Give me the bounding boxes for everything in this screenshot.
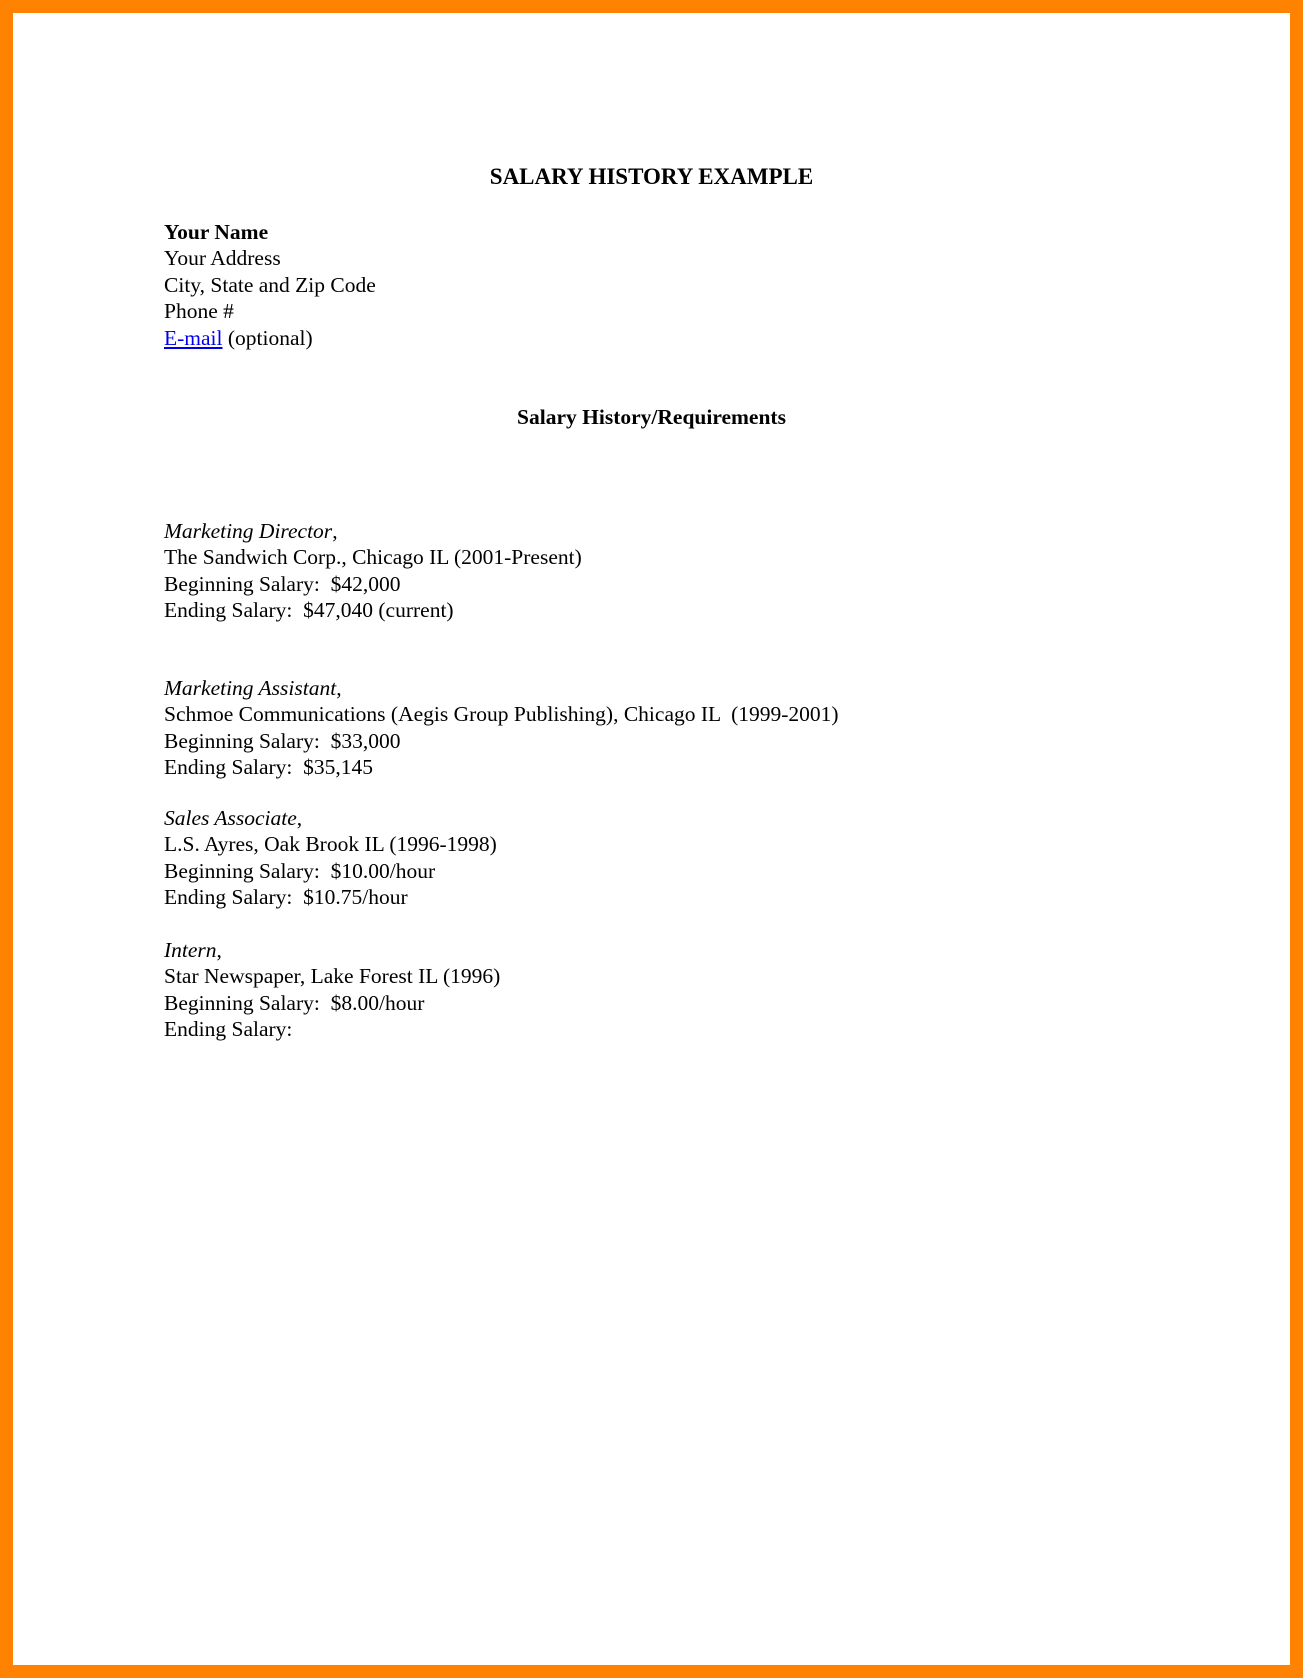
job-entry bbox=[164, 675, 1064, 781]
section-title: Salary History/Requirements bbox=[517, 405, 786, 429]
contact-email-line bbox=[164, 325, 964, 351]
job-role-line bbox=[164, 937, 1064, 963]
job-company: Schmoe Communications (Aegis Group Publishing), Chicago IL (1999-2001) bbox=[164, 702, 839, 727]
job-beginning-salary: Beginning Salary: $42,000 bbox=[164, 571, 401, 596]
email-link[interactable]: E-mail bbox=[164, 325, 223, 350]
job-role-line bbox=[164, 518, 1064, 544]
job-ending-salary: Ending Salary: $47,040 (current) bbox=[164, 598, 454, 623]
job-company: The Sandwich Corp., Chicago IL (2001-Present) bbox=[164, 545, 582, 570]
job-role-line bbox=[164, 805, 1064, 831]
job-beginning-salary: Beginning Salary: $10.00/hour bbox=[164, 858, 436, 883]
job-role-comma: , bbox=[332, 519, 338, 543]
contact-name: Your Name bbox=[164, 220, 269, 244]
job-company: L.S. Ayres, Oak Brook IL (1996-1998) bbox=[164, 832, 497, 857]
contact-block bbox=[164, 219, 964, 351]
job-beginning-salary: Beginning Salary: $8.00/hour bbox=[164, 990, 425, 1015]
job-role: Sales Associate bbox=[164, 806, 297, 830]
job-ending-salary: Ending Salary: $35,145 bbox=[164, 755, 374, 780]
job-role-line bbox=[164, 675, 1064, 701]
job-role: Marketing Director bbox=[164, 519, 333, 543]
contact-address: Your Address bbox=[164, 246, 281, 271]
job-entry bbox=[164, 518, 1064, 624]
email-optional-note: (optional) bbox=[222, 325, 313, 350]
job-ending-salary: Ending Salary: bbox=[164, 1017, 293, 1042]
job-role-comma: , bbox=[216, 938, 222, 962]
contact-phone: Phone # bbox=[164, 299, 234, 324]
document-title: SALARY HISTORY EXAMPLE bbox=[489, 164, 814, 189]
job-role-comma: , bbox=[336, 676, 342, 700]
contact-city-state-zip: City, State and Zip Code bbox=[164, 272, 376, 297]
job-company: Star Newspaper, Lake Forest IL (1996) bbox=[164, 964, 501, 989]
job-entry bbox=[164, 805, 1064, 911]
job-entry bbox=[164, 937, 1064, 1043]
job-role-comma: , bbox=[296, 806, 303, 830]
job-ending-salary: Ending Salary: $10.75/hour bbox=[164, 885, 408, 910]
job-role: Intern bbox=[164, 938, 217, 962]
job-beginning-salary: Beginning Salary: $33,000 bbox=[164, 728, 401, 753]
job-role: Marketing Assistant bbox=[164, 676, 337, 700]
